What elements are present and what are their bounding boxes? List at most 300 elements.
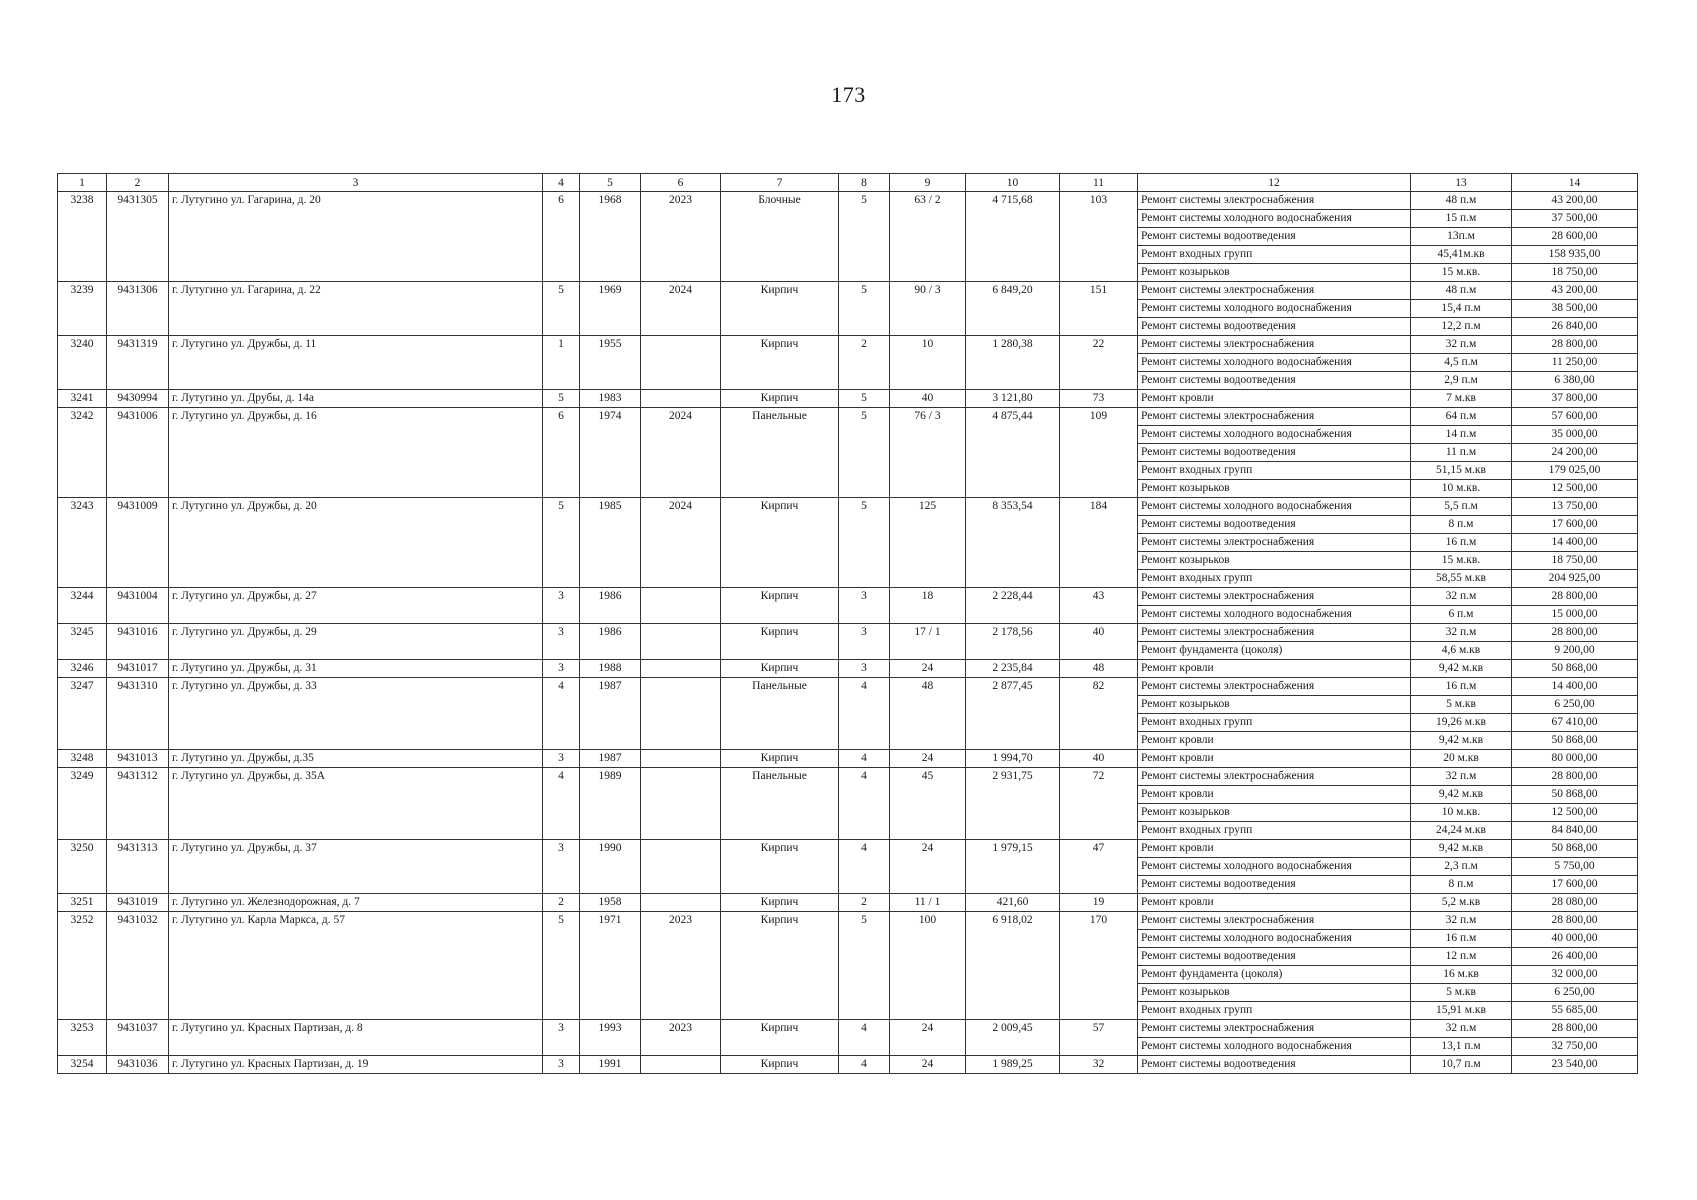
area-cell: 2 228,44 — [966, 588, 1060, 624]
floors-cell: 5 — [839, 408, 890, 498]
col4-cell: 4 — [543, 678, 580, 750]
residents-cell: 151 — [1060, 282, 1138, 336]
floors-cell: 4 — [839, 1056, 890, 1074]
residents-cell: 43 — [1060, 588, 1138, 624]
floors-cell: 5 — [839, 498, 890, 588]
col4-cell: 1 — [543, 336, 580, 390]
area-cell: 4 875,44 — [966, 408, 1060, 498]
address-cell: г. Лутугино ул. Друбы, д. 14а — [169, 390, 543, 408]
wall-material-cell: Кирпич — [721, 624, 839, 660]
floors-cell: 3 — [839, 588, 890, 624]
work-type-cell: Ремонт кровли — [1138, 840, 1411, 858]
wall-material-cell: Кирпич — [721, 840, 839, 894]
address-cell: г. Лутугино ул. Дружбы, д. 20 — [169, 498, 543, 588]
plan-year-cell — [641, 768, 721, 840]
apartments-cell: 17 / 1 — [890, 624, 966, 660]
work-cost-cell: 158 935,00 — [1512, 246, 1638, 264]
year-built-cell: 1974 — [580, 408, 641, 498]
work-volume-cell: 8 п.м — [1411, 876, 1512, 894]
col4-cell: 6 — [543, 192, 580, 282]
wall-material-cell: Панельные — [721, 678, 839, 750]
residents-cell: 109 — [1060, 408, 1138, 498]
plan-year-cell: 2024 — [641, 498, 721, 588]
apartments-cell: 48 — [890, 678, 966, 750]
year-built-cell: 1986 — [580, 624, 641, 660]
apartments-cell: 90 / 3 — [890, 282, 966, 336]
area-cell: 3 121,80 — [966, 390, 1060, 408]
work-volume-cell: 20 м.кв — [1411, 750, 1512, 768]
col4-cell: 5 — [543, 390, 580, 408]
apartments-cell: 100 — [890, 912, 966, 1020]
work-type-cell: Ремонт системы электроснабжения — [1138, 192, 1411, 210]
plan-year-cell: 2024 — [641, 408, 721, 498]
work-volume-cell: 15 м.кв. — [1411, 264, 1512, 282]
floors-cell: 3 — [839, 660, 890, 678]
work-volume-cell: 10 м.кв. — [1411, 480, 1512, 498]
work-type-cell: Ремонт системы электроснабжения — [1138, 534, 1411, 552]
plan-year-cell: 2023 — [641, 1020, 721, 1056]
floors-cell: 5 — [839, 282, 890, 336]
area-cell: 6 849,20 — [966, 282, 1060, 336]
work-cost-cell: 26 400,00 — [1512, 948, 1638, 966]
work-type-cell: Ремонт системы электроснабжения — [1138, 588, 1411, 606]
work-cost-cell: 14 400,00 — [1512, 534, 1638, 552]
work-type-cell: Ремонт козырьков — [1138, 984, 1411, 1002]
row-number-cell: 3249 — [58, 768, 107, 840]
row-number-cell: 3254 — [58, 1056, 107, 1074]
column-header: 2 — [107, 174, 169, 192]
work-volume-cell: 16 п.м — [1411, 678, 1512, 696]
work-volume-cell: 15,4 п.м — [1411, 300, 1512, 318]
table-row — [58, 912, 1638, 930]
building-code-cell: 9431019 — [107, 894, 169, 912]
residents-cell: 40 — [1060, 750, 1138, 768]
work-cost-cell: 6 250,00 — [1512, 696, 1638, 714]
work-cost-cell: 43 200,00 — [1512, 192, 1638, 210]
work-cost-cell: 37 500,00 — [1512, 210, 1638, 228]
residents-cell: 184 — [1060, 498, 1138, 588]
work-cost-cell: 28 800,00 — [1512, 588, 1638, 606]
work-cost-cell: 17 600,00 — [1512, 516, 1638, 534]
work-volume-cell: 7 м.кв — [1411, 390, 1512, 408]
year-built-cell: 1993 — [580, 1020, 641, 1056]
work-cost-cell: 57 600,00 — [1512, 408, 1638, 426]
work-volume-cell: 11 п.м — [1411, 444, 1512, 462]
work-volume-cell: 58,55 м.кв — [1411, 570, 1512, 588]
column-number-row — [58, 174, 1638, 192]
building-code-cell: 9431319 — [107, 336, 169, 390]
work-volume-cell: 32 п.м — [1411, 588, 1512, 606]
work-type-cell: Ремонт кровли — [1138, 390, 1411, 408]
building-code-cell: 9431306 — [107, 282, 169, 336]
work-type-cell: Ремонт козырьков — [1138, 552, 1411, 570]
work-volume-cell: 9,42 м.кв — [1411, 732, 1512, 750]
column-header: 6 — [641, 174, 721, 192]
table-row — [58, 498, 1638, 516]
work-volume-cell: 4,6 м.кв — [1411, 642, 1512, 660]
area-cell: 2 235,84 — [966, 660, 1060, 678]
address-cell: г. Лутугино ул. Дружбы, д. 16 — [169, 408, 543, 498]
table-row — [58, 1020, 1638, 1038]
work-cost-cell: 28 080,00 — [1512, 894, 1638, 912]
apartments-cell: 125 — [890, 498, 966, 588]
area-cell: 1 989,25 — [966, 1056, 1060, 1074]
floors-cell: 4 — [839, 840, 890, 894]
floors-cell: 5 — [839, 912, 890, 1020]
year-built-cell: 1987 — [580, 750, 641, 768]
work-type-cell: Ремонт системы электроснабжения — [1138, 282, 1411, 300]
work-type-cell: Ремонт системы холодного водоснабжения — [1138, 210, 1411, 228]
year-built-cell: 1969 — [580, 282, 641, 336]
wall-material-cell: Кирпич — [721, 1056, 839, 1074]
apartments-cell: 76 / 3 — [890, 408, 966, 498]
residents-cell: 72 — [1060, 768, 1138, 840]
address-cell: г. Лутугино ул. Дружбы, д. 37 — [169, 840, 543, 894]
work-type-cell: Ремонт козырьков — [1138, 264, 1411, 282]
work-volume-cell: 32 п.м — [1411, 768, 1512, 786]
work-type-cell: Ремонт системы электроснабжения — [1138, 336, 1411, 354]
work-volume-cell: 45,41м.кв — [1411, 246, 1512, 264]
wall-material-cell: Панельные — [721, 768, 839, 840]
work-type-cell: Ремонт системы холодного водоснабжения — [1138, 426, 1411, 444]
apartments-cell: 24 — [890, 660, 966, 678]
building-code-cell: 9431016 — [107, 624, 169, 660]
work-type-cell: Ремонт системы холодного водоснабжения — [1138, 930, 1411, 948]
work-volume-cell: 16 п.м — [1411, 930, 1512, 948]
work-type-cell: Ремонт системы водоотведения — [1138, 876, 1411, 894]
address-cell: г. Лутугино ул. Дружбы, д. 27 — [169, 588, 543, 624]
plan-year-cell — [641, 624, 721, 660]
address-cell: г. Лутугино ул. Гагарина, д. 22 — [169, 282, 543, 336]
col4-cell: 5 — [543, 282, 580, 336]
area-cell: 2 877,45 — [966, 678, 1060, 750]
row-number-cell: 3252 — [58, 912, 107, 1020]
work-cost-cell: 9 200,00 — [1512, 642, 1638, 660]
year-built-cell: 1971 — [580, 912, 641, 1020]
work-volume-cell: 51,15 м.кв — [1411, 462, 1512, 480]
apartments-cell: 24 — [890, 1020, 966, 1056]
work-type-cell: Ремонт входных групп — [1138, 714, 1411, 732]
work-cost-cell: 26 840,00 — [1512, 318, 1638, 336]
work-cost-cell: 11 250,00 — [1512, 354, 1638, 372]
work-type-cell: Ремонт системы холодного водоснабжения — [1138, 498, 1411, 516]
area-cell: 421,60 — [966, 894, 1060, 912]
work-cost-cell: 67 410,00 — [1512, 714, 1638, 732]
work-cost-cell: 5 750,00 — [1512, 858, 1638, 876]
work-volume-cell: 14 п.м — [1411, 426, 1512, 444]
work-type-cell: Ремонт системы водоотведения — [1138, 372, 1411, 390]
work-volume-cell: 9,42 м.кв — [1411, 840, 1512, 858]
plan-year-cell — [641, 660, 721, 678]
residents-cell: 73 — [1060, 390, 1138, 408]
work-cost-cell: 17 600,00 — [1512, 876, 1638, 894]
floors-cell: 5 — [839, 192, 890, 282]
repair-registry-table — [57, 173, 1638, 1074]
work-type-cell: Ремонт фундамента (цоколя) — [1138, 966, 1411, 984]
work-type-cell: Ремонт входных групп — [1138, 246, 1411, 264]
wall-material-cell: Кирпич — [721, 750, 839, 768]
area-cell: 8 353,54 — [966, 498, 1060, 588]
year-built-cell: 1955 — [580, 336, 641, 390]
work-volume-cell: 10 м.кв. — [1411, 804, 1512, 822]
col4-cell: 3 — [543, 660, 580, 678]
work-type-cell: Ремонт кровли — [1138, 786, 1411, 804]
col4-cell: 2 — [543, 894, 580, 912]
work-volume-cell: 48 п.м — [1411, 282, 1512, 300]
page-number: 173 — [831, 82, 866, 107]
work-cost-cell: 84 840,00 — [1512, 822, 1638, 840]
work-volume-cell: 8 п.м — [1411, 516, 1512, 534]
building-code-cell: 9431036 — [107, 1056, 169, 1074]
work-volume-cell: 6 п.м — [1411, 606, 1512, 624]
wall-material-cell: Кирпич — [721, 912, 839, 1020]
area-cell: 2 931,75 — [966, 768, 1060, 840]
work-volume-cell: 5,5 п.м — [1411, 498, 1512, 516]
work-type-cell: Ремонт козырьков — [1138, 804, 1411, 822]
work-cost-cell: 6 250,00 — [1512, 984, 1638, 1002]
row-number-cell: 3250 — [58, 840, 107, 894]
plan-year-cell: 2023 — [641, 192, 721, 282]
table-row — [58, 282, 1638, 300]
plan-year-cell — [641, 678, 721, 750]
building-code-cell: 9431013 — [107, 750, 169, 768]
building-code-cell: 9431004 — [107, 588, 169, 624]
col4-cell: 3 — [543, 1020, 580, 1056]
area-cell: 1 280,38 — [966, 336, 1060, 390]
col4-cell: 4 — [543, 768, 580, 840]
floors-cell: 4 — [839, 678, 890, 750]
work-type-cell: Ремонт кровли — [1138, 660, 1411, 678]
plan-year-cell — [641, 336, 721, 390]
col4-cell: 5 — [543, 498, 580, 588]
table-row — [58, 408, 1638, 426]
floors-cell: 4 — [839, 1020, 890, 1056]
row-number-cell: 3243 — [58, 498, 107, 588]
work-volume-cell: 32 п.м — [1411, 624, 1512, 642]
work-type-cell: Ремонт системы холодного водоснабжения — [1138, 300, 1411, 318]
address-cell: г. Лутугино ул. Карла Маркса, д. 57 — [169, 912, 543, 1020]
col4-cell: 3 — [543, 624, 580, 660]
building-code-cell: 9431037 — [107, 1020, 169, 1056]
work-cost-cell: 13 750,00 — [1512, 498, 1638, 516]
row-number-cell: 3247 — [58, 678, 107, 750]
floors-cell: 3 — [839, 624, 890, 660]
work-volume-cell: 5 м.кв — [1411, 984, 1512, 1002]
row-number-cell: 3248 — [58, 750, 107, 768]
work-type-cell: Ремонт системы электроснабжения — [1138, 408, 1411, 426]
work-cost-cell: 50 868,00 — [1512, 840, 1638, 858]
year-built-cell: 1987 — [580, 678, 641, 750]
work-cost-cell: 18 750,00 — [1512, 552, 1638, 570]
work-type-cell: Ремонт входных групп — [1138, 822, 1411, 840]
work-volume-cell: 12,2 п.м — [1411, 318, 1512, 336]
apartments-cell: 45 — [890, 768, 966, 840]
work-type-cell: Ремонт системы водоотведения — [1138, 948, 1411, 966]
table-row — [58, 336, 1638, 354]
column-header: 4 — [543, 174, 580, 192]
address-cell: г. Лутугино ул. Дружбы, д. 35А — [169, 768, 543, 840]
building-code-cell: 9430994 — [107, 390, 169, 408]
apartments-cell: 40 — [890, 390, 966, 408]
work-type-cell: Ремонт входных групп — [1138, 1002, 1411, 1020]
address-cell: г. Лутугино ул. Красных Партизан, д. 8 — [169, 1020, 543, 1056]
year-built-cell: 1968 — [580, 192, 641, 282]
building-code-cell: 9431006 — [107, 408, 169, 498]
residents-cell: 40 — [1060, 624, 1138, 660]
work-volume-cell: 2,3 п.м — [1411, 858, 1512, 876]
work-cost-cell: 32 750,00 — [1512, 1038, 1638, 1056]
work-type-cell: Ремонт системы водоотведения — [1138, 444, 1411, 462]
building-code-cell: 9431032 — [107, 912, 169, 1020]
work-type-cell: Ремонт системы водоотведения — [1138, 1056, 1411, 1074]
wall-material-cell: Кирпич — [721, 894, 839, 912]
work-volume-cell: 4,5 п.м — [1411, 354, 1512, 372]
building-code-cell: 9431305 — [107, 192, 169, 282]
wall-material-cell: Кирпич — [721, 390, 839, 408]
floors-cell: 2 — [839, 894, 890, 912]
plan-year-cell: 2023 — [641, 912, 721, 1020]
work-type-cell: Ремонт системы электроснабжения — [1138, 912, 1411, 930]
work-cost-cell: 32 000,00 — [1512, 966, 1638, 984]
address-cell: г. Лутугино ул. Железнодорожная, д. 7 — [169, 894, 543, 912]
area-cell: 2 009,45 — [966, 1020, 1060, 1056]
year-built-cell: 1988 — [580, 660, 641, 678]
apartments-cell: 63 / 2 — [890, 192, 966, 282]
table-row — [58, 678, 1638, 696]
plan-year-cell — [641, 840, 721, 894]
work-cost-cell: 28 800,00 — [1512, 768, 1638, 786]
plan-year-cell — [641, 588, 721, 624]
work-volume-cell: 32 п.м — [1411, 912, 1512, 930]
work-type-cell: Ремонт входных групп — [1138, 462, 1411, 480]
address-cell: г. Лутугино ул. Красных Партизан, д. 19 — [169, 1056, 543, 1074]
address-cell: г. Лутугино ул. Дружбы, д. 33 — [169, 678, 543, 750]
area-cell: 2 178,56 — [966, 624, 1060, 660]
column-header: 8 — [839, 174, 890, 192]
wall-material-cell: Кирпич — [721, 336, 839, 390]
column-header: 11 — [1060, 174, 1138, 192]
apartments-cell: 10 — [890, 336, 966, 390]
year-built-cell: 1991 — [580, 1056, 641, 1074]
column-header: 1 — [58, 174, 107, 192]
work-volume-cell: 16 п.м — [1411, 534, 1512, 552]
work-volume-cell: 5 м.кв — [1411, 696, 1512, 714]
floors-cell: 4 — [839, 768, 890, 840]
work-type-cell: Ремонт системы холодного водоснабжения — [1138, 1038, 1411, 1056]
table-row — [58, 1056, 1638, 1074]
year-built-cell: 1985 — [580, 498, 641, 588]
work-volume-cell: 64 п.м — [1411, 408, 1512, 426]
work-volume-cell: 15,91 м.кв — [1411, 1002, 1512, 1020]
work-volume-cell: 24,24 м.кв — [1411, 822, 1512, 840]
residents-cell: 103 — [1060, 192, 1138, 282]
residents-cell: 32 — [1060, 1056, 1138, 1074]
work-type-cell: Ремонт козырьков — [1138, 480, 1411, 498]
work-type-cell: Ремонт системы электроснабжения — [1138, 678, 1411, 696]
work-cost-cell: 55 685,00 — [1512, 1002, 1638, 1020]
area-cell: 4 715,68 — [966, 192, 1060, 282]
work-type-cell: Ремонт входных групп — [1138, 570, 1411, 588]
wall-material-cell: Панельные — [721, 408, 839, 498]
row-number-cell: 3240 — [58, 336, 107, 390]
work-volume-cell: 9,42 м.кв — [1411, 786, 1512, 804]
year-built-cell: 1983 — [580, 390, 641, 408]
col4-cell: 5 — [543, 912, 580, 1020]
table-row — [58, 660, 1638, 678]
col4-cell: 3 — [543, 840, 580, 894]
work-type-cell: Ремонт системы водоотведения — [1138, 228, 1411, 246]
work-cost-cell: 50 868,00 — [1512, 660, 1638, 678]
work-volume-cell: 16 м.кв — [1411, 966, 1512, 984]
residents-cell: 22 — [1060, 336, 1138, 390]
work-cost-cell: 38 500,00 — [1512, 300, 1638, 318]
col4-cell: 3 — [543, 750, 580, 768]
work-cost-cell: 12 500,00 — [1512, 480, 1638, 498]
work-type-cell: Ремонт системы электроснабжения — [1138, 1020, 1411, 1038]
work-cost-cell: 28 800,00 — [1512, 624, 1638, 642]
column-header: 13 — [1411, 174, 1512, 192]
apartments-cell: 24 — [890, 1056, 966, 1074]
work-cost-cell: 12 500,00 — [1512, 804, 1638, 822]
column-header: 10 — [966, 174, 1060, 192]
work-type-cell: Ремонт системы водоотведения — [1138, 318, 1411, 336]
work-volume-cell: 15 м.кв. — [1411, 552, 1512, 570]
table-row — [58, 768, 1638, 786]
work-cost-cell: 179 025,00 — [1512, 462, 1638, 480]
work-type-cell: Ремонт системы электроснабжения — [1138, 624, 1411, 642]
building-code-cell: 9431009 — [107, 498, 169, 588]
building-code-cell: 9431017 — [107, 660, 169, 678]
work-volume-cell: 32 п.м — [1411, 1020, 1512, 1038]
year-built-cell: 1986 — [580, 588, 641, 624]
plan-year-cell — [641, 1056, 721, 1074]
work-volume-cell: 13,1 п.м — [1411, 1038, 1512, 1056]
work-type-cell: Ремонт системы электроснабжения — [1138, 768, 1411, 786]
work-cost-cell: 37 800,00 — [1512, 390, 1638, 408]
work-volume-cell: 19,26 м.кв — [1411, 714, 1512, 732]
wall-material-cell: Кирпич — [721, 282, 839, 336]
wall-material-cell: Кирпич — [721, 1020, 839, 1056]
wall-material-cell: Кирпич — [721, 588, 839, 624]
area-cell: 1 994,70 — [966, 750, 1060, 768]
plan-year-cell — [641, 894, 721, 912]
work-type-cell: Ремонт кровли — [1138, 750, 1411, 768]
work-cost-cell: 80 000,00 — [1512, 750, 1638, 768]
wall-material-cell: Кирпич — [721, 660, 839, 678]
residents-cell: 48 — [1060, 660, 1138, 678]
row-number-cell: 3239 — [58, 282, 107, 336]
work-cost-cell: 40 000,00 — [1512, 930, 1638, 948]
work-cost-cell: 50 868,00 — [1512, 732, 1638, 750]
building-code-cell: 9431312 — [107, 768, 169, 840]
plan-year-cell: 2024 — [641, 282, 721, 336]
table-row — [58, 840, 1638, 858]
plan-year-cell — [641, 390, 721, 408]
work-cost-cell: 14 400,00 — [1512, 678, 1638, 696]
column-header: 9 — [890, 174, 966, 192]
work-type-cell: Ремонт системы водоотведения — [1138, 516, 1411, 534]
row-number-cell: 3244 — [58, 588, 107, 624]
work-volume-cell: 48 п.м — [1411, 192, 1512, 210]
table-row — [58, 624, 1638, 642]
work-volume-cell: 32 п.м — [1411, 336, 1512, 354]
work-volume-cell: 12 п.м — [1411, 948, 1512, 966]
residents-cell: 170 — [1060, 912, 1138, 1020]
work-volume-cell: 2,9 п.м — [1411, 372, 1512, 390]
year-built-cell: 1990 — [580, 840, 641, 894]
floors-cell: 4 — [839, 750, 890, 768]
residents-cell: 82 — [1060, 678, 1138, 750]
